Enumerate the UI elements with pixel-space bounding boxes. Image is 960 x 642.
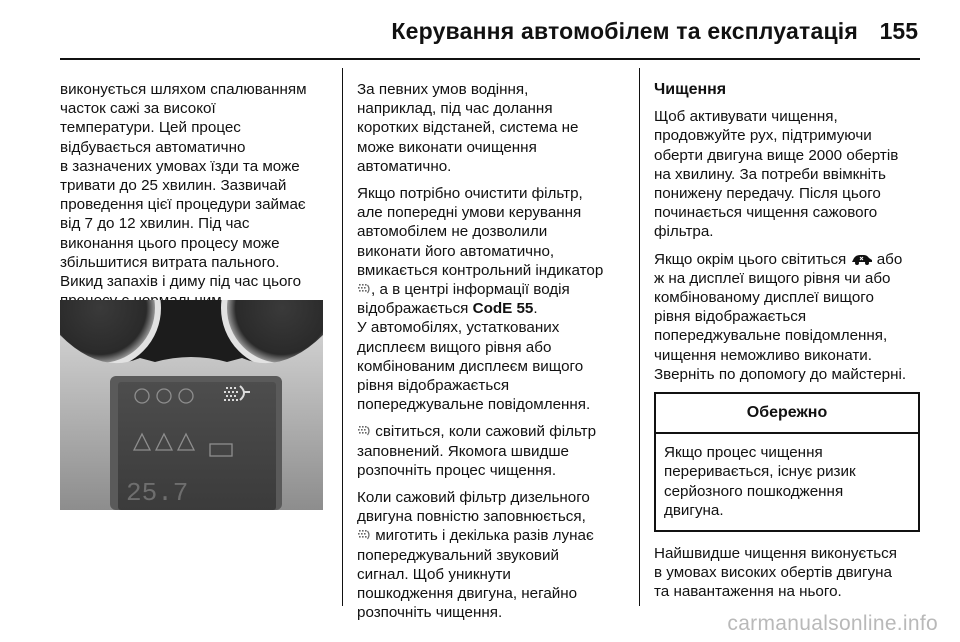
col3-paragraph-3: Найшвидше чищення виконується в умовах високих обертів двигуна та навантаження на нього. [654,545,897,601]
col2-paragraph-2: Якщо потрібно очистити фільтр, але попередні умови керування автомобілем не дозволили виконати його автоматично, вмикається контрольний індикатор , а в центрі інформації водія відображається CodE 55. У автомобілях, устаткованих дисплеєм вищого рівня або комбінованим дисплеєм вищого рівня відображається попереджувальне повідомлення. [357,185,604,414]
service-vehicle-icon [851,253,873,265]
column-3 [654,80,920,610]
col3-paragraph-1: Щоб активувати чищення, продовжуйте рух, підтримуючи оберти двигуна вище 2000 обертів на хвилину. За потреби ввімкніть понижену передачу. Після цього починається чищення сажового фільтра. [654,108,899,241]
header-divider [60,58,920,60]
col3-paragraph-2: Якщо окрім цього світиться або ж на дисплеї вищого рівня чи або комбінованому дисплеї вищого рівня відображається попереджувальне повідомлення, чищення неможливо виконати. Зверніть по допомогу до майстерні. [654,250,907,383]
running-header-title: Керування автомобілем та експлуатація [391,18,858,44]
particle-filter-icon [357,529,371,541]
caution-box [654,392,920,532]
particle-filter-icon [357,425,371,437]
watermark: carmanualsonline.info [727,612,938,635]
col2-paragraph-1: За певних умов водіння, наприклад, під час долання коротких відстаней, система не може виконати очищення автоматично. [357,81,579,175]
column-divider-1 [342,68,343,606]
column-2 [357,80,625,630]
col1-paragraph: виконується шляхом спалюванням часток сажі за високої температури. Цей процес відбувається автоматично в зазначених умовах їзди та може тривати до 25 хвилин. Зазвичай проведення цієї процедури займає від 7 до 12 хвилин. Під час виконання цього процесу може збільшитися витрата пального. Викид запахів і диму під час цього [60,81,307,291]
col2-paragraph-4: Коли сажовий фільтр дизельного двигуна повністю заповнюється, миготить і декілька разів лунає попереджувальний звуковий сигнал. Щоб уникнути пошкодження двигуна, негайно розпочніть чищення. [357,489,594,622]
caution-body: Якщо процес чищення переривається, існує ризик серйозного пошкодження двигуна. [664,444,856,519]
section-heading: Чищення [654,81,727,98]
column-1 [60,80,328,318]
caution-title: Обережно [656,394,918,434]
column-divider-2 [639,68,640,606]
error-code: CodE 55 [472,300,534,318]
page-number: 155 [879,18,918,44]
instrument-cluster-photo [60,300,323,510]
col2-paragraph-3: світиться, коли сажовий фільтр заповнений. Якомога швидше розпочніть процес чищення. [357,423,597,479]
lcd-readout: 25.7 [126,478,189,508]
particle-filter-icon [357,283,371,295]
